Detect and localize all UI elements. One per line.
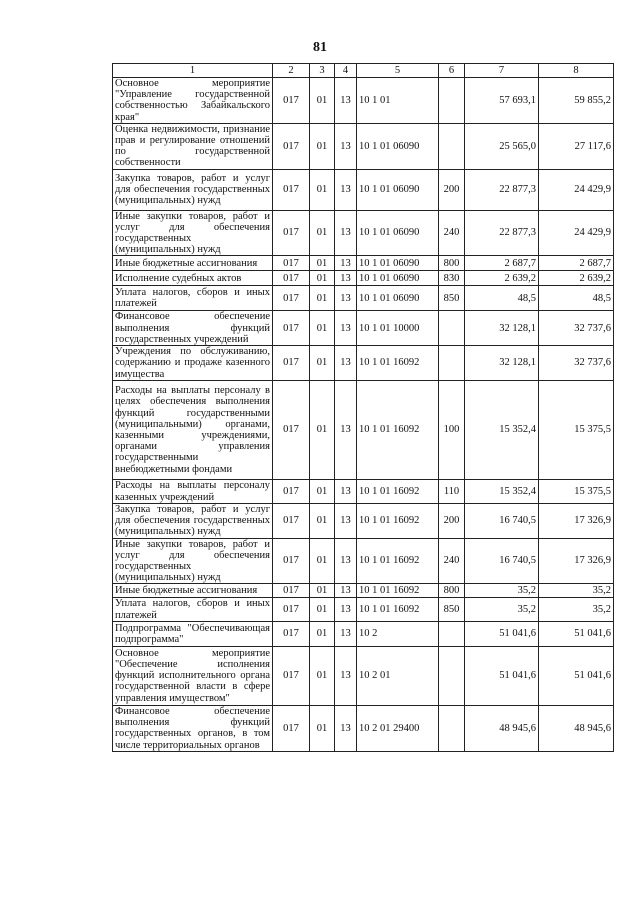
cell-rz: 01 bbox=[310, 598, 335, 621]
column-header: 7 bbox=[465, 64, 539, 78]
cell-name: Иные бюджетные ассигнования bbox=[113, 256, 273, 271]
cell-y2: 24 429,9 bbox=[539, 169, 614, 210]
cell-pr: 13 bbox=[335, 504, 357, 539]
cell-csr: 10 2 bbox=[357, 621, 439, 646]
table-row bbox=[113, 123, 614, 169]
cell-name: Уплата налогов, сборов и иных платежей bbox=[113, 286, 273, 311]
cell-name: Иные закупки товаров, работ и услуг для обеспечения государственных (муниципальных) нужд bbox=[113, 210, 273, 256]
cell-pr: 13 bbox=[335, 584, 357, 598]
cell-vr: 110 bbox=[439, 480, 465, 504]
cell-rz: 01 bbox=[310, 381, 335, 480]
table-row bbox=[113, 480, 614, 504]
cell-name: Уплата налогов, сборов и иных платежей bbox=[113, 598, 273, 621]
cell-y1: 57 693,1 bbox=[465, 78, 539, 124]
cell-y1: 35,2 bbox=[465, 598, 539, 621]
cell-y1: 15 352,4 bbox=[465, 480, 539, 504]
cell-grbs: 017 bbox=[273, 169, 310, 210]
cell-rz: 01 bbox=[310, 346, 335, 381]
cell-rz: 01 bbox=[310, 256, 335, 271]
cell-rz: 01 bbox=[310, 584, 335, 598]
cell-vr: 800 bbox=[439, 584, 465, 598]
cell-grbs: 017 bbox=[273, 480, 310, 504]
cell-rz: 01 bbox=[310, 210, 335, 256]
cell-grbs: 017 bbox=[273, 621, 310, 646]
cell-pr: 13 bbox=[335, 78, 357, 124]
cell-csr: 10 1 01 16092 bbox=[357, 538, 439, 584]
cell-rz: 01 bbox=[310, 504, 335, 539]
cell-pr: 13 bbox=[335, 346, 357, 381]
cell-grbs: 017 bbox=[273, 504, 310, 539]
cell-grbs: 017 bbox=[273, 584, 310, 598]
cell-grbs: 017 bbox=[273, 538, 310, 584]
cell-grbs: 017 bbox=[273, 256, 310, 271]
column-header: 5 bbox=[357, 64, 439, 78]
table-row bbox=[113, 381, 614, 480]
cell-name: Учреждения по обслуживанию, содержанию и продаже казенного имущества bbox=[113, 346, 273, 381]
cell-vr bbox=[439, 705, 465, 751]
table-row bbox=[113, 78, 614, 124]
cell-vr bbox=[439, 621, 465, 646]
cell-y1: 2 687,7 bbox=[465, 256, 539, 271]
cell-name: Основное мероприятие "Управление государственной собственностью Забайкальского края" bbox=[113, 78, 273, 124]
cell-vr: 850 bbox=[439, 598, 465, 621]
cell-vr bbox=[439, 123, 465, 169]
cell-name: Основное мероприятие "Обеспечение исполнения функций исполнительного органа государственной власти в сфере управления имуществом" bbox=[113, 646, 273, 705]
cell-vr bbox=[439, 311, 465, 346]
column-header: 6 bbox=[439, 64, 465, 78]
cell-csr: 10 1 01 06090 bbox=[357, 286, 439, 311]
cell-name: Закупка товаров, работ и услуг для обеспечения государственных (муниципальных) нужд bbox=[113, 169, 273, 210]
cell-y2: 15 375,5 bbox=[539, 381, 614, 480]
cell-y1: 2 639,2 bbox=[465, 271, 539, 286]
cell-y1: 51 041,6 bbox=[465, 646, 539, 705]
cell-csr: 10 2 01 29400 bbox=[357, 705, 439, 751]
cell-csr: 10 1 01 06090 bbox=[357, 169, 439, 210]
cell-csr: 10 1 01 16092 bbox=[357, 504, 439, 539]
cell-pr: 13 bbox=[335, 381, 357, 480]
cell-y2: 32 737,6 bbox=[539, 311, 614, 346]
cell-vr: 240 bbox=[439, 210, 465, 256]
cell-pr: 13 bbox=[335, 705, 357, 751]
cell-y1: 22 877,3 bbox=[465, 169, 539, 210]
cell-rz: 01 bbox=[310, 169, 335, 210]
cell-csr: 10 1 01 16092 bbox=[357, 598, 439, 621]
cell-csr: 10 1 01 bbox=[357, 78, 439, 124]
cell-y2: 59 855,2 bbox=[539, 78, 614, 124]
cell-y2: 24 429,9 bbox=[539, 210, 614, 256]
column-header: 3 bbox=[310, 64, 335, 78]
cell-vr bbox=[439, 346, 465, 381]
cell-y2: 17 326,9 bbox=[539, 504, 614, 539]
cell-rz: 01 bbox=[310, 621, 335, 646]
cell-csr: 10 1 01 06090 bbox=[357, 256, 439, 271]
cell-y2: 17 326,9 bbox=[539, 538, 614, 584]
cell-rz: 01 bbox=[310, 286, 335, 311]
cell-y1: 16 740,5 bbox=[465, 504, 539, 539]
column-header: 4 bbox=[335, 64, 357, 78]
cell-grbs: 017 bbox=[273, 271, 310, 286]
table-row bbox=[113, 646, 614, 705]
cell-grbs: 017 bbox=[273, 598, 310, 621]
cell-rz: 01 bbox=[310, 78, 335, 124]
cell-rz: 01 bbox=[310, 646, 335, 705]
table-row bbox=[113, 271, 614, 286]
table-row bbox=[113, 538, 614, 584]
table-row bbox=[113, 504, 614, 539]
cell-name: Финансовое обеспечение выполнения функций государственных учреждений bbox=[113, 311, 273, 346]
cell-csr: 10 1 01 16092 bbox=[357, 346, 439, 381]
cell-y2: 2 687,7 bbox=[539, 256, 614, 271]
cell-vr: 200 bbox=[439, 504, 465, 539]
cell-y2: 51 041,6 bbox=[539, 646, 614, 705]
cell-name: Оценка недвижимости, признание прав и регулирование отношений по государственной собственности bbox=[113, 123, 273, 169]
cell-rz: 01 bbox=[310, 480, 335, 504]
cell-y2: 48,5 bbox=[539, 286, 614, 311]
cell-y2: 15 375,5 bbox=[539, 480, 614, 504]
cell-grbs: 017 bbox=[273, 210, 310, 256]
cell-pr: 13 bbox=[335, 271, 357, 286]
cell-vr: 850 bbox=[439, 286, 465, 311]
table-row bbox=[113, 311, 614, 346]
cell-vr: 800 bbox=[439, 256, 465, 271]
cell-vr: 830 bbox=[439, 271, 465, 286]
table-row bbox=[113, 346, 614, 381]
cell-y2: 32 737,6 bbox=[539, 346, 614, 381]
cell-csr: 10 1 01 06090 bbox=[357, 271, 439, 286]
cell-rz: 01 bbox=[310, 123, 335, 169]
cell-y1: 51 041,6 bbox=[465, 621, 539, 646]
table-row bbox=[113, 256, 614, 271]
cell-csr: 10 1 01 16092 bbox=[357, 381, 439, 480]
cell-csr: 10 1 01 16092 bbox=[357, 480, 439, 504]
cell-pr: 13 bbox=[335, 646, 357, 705]
cell-pr: 13 bbox=[335, 598, 357, 621]
cell-name: Иные бюджетные ассигнования bbox=[113, 584, 273, 598]
cell-csr: 10 1 01 10000 bbox=[357, 311, 439, 346]
cell-y1: 22 877,3 bbox=[465, 210, 539, 256]
cell-y2: 2 639,2 bbox=[539, 271, 614, 286]
table-row bbox=[113, 705, 614, 751]
table-row bbox=[113, 210, 614, 256]
column-header: 1 bbox=[113, 64, 273, 78]
column-header: 2 bbox=[273, 64, 310, 78]
table-row bbox=[113, 584, 614, 598]
cell-pr: 13 bbox=[335, 621, 357, 646]
cell-grbs: 017 bbox=[273, 286, 310, 311]
cell-rz: 01 bbox=[310, 271, 335, 286]
cell-y1: 48 945,6 bbox=[465, 705, 539, 751]
cell-y1: 25 565,0 bbox=[465, 123, 539, 169]
cell-y2: 48 945,6 bbox=[539, 705, 614, 751]
cell-y1: 32 128,1 bbox=[465, 346, 539, 381]
cell-vr: 100 bbox=[439, 381, 465, 480]
cell-grbs: 017 bbox=[273, 381, 310, 480]
cell-y2: 27 117,6 bbox=[539, 123, 614, 169]
cell-name: Закупка товаров, работ и услуг для обеспечения государственных (муниципальных) нужд bbox=[113, 504, 273, 539]
table-row bbox=[113, 598, 614, 621]
cell-rz: 01 bbox=[310, 705, 335, 751]
cell-y2: 35,2 bbox=[539, 598, 614, 621]
cell-y1: 16 740,5 bbox=[465, 538, 539, 584]
cell-name: Иные закупки товаров, работ и услуг для обеспечения государственных (муниципальных) нужд bbox=[113, 538, 273, 584]
cell-pr: 13 bbox=[335, 286, 357, 311]
cell-y2: 35,2 bbox=[539, 584, 614, 598]
cell-csr: 10 2 01 bbox=[357, 646, 439, 705]
cell-y1: 35,2 bbox=[465, 584, 539, 598]
cell-name: Подпрограмма "Обеспечивающая подпрограмма" bbox=[113, 621, 273, 646]
cell-pr: 13 bbox=[335, 169, 357, 210]
cell-name: Расходы на выплаты персоналу казенных учреждений bbox=[113, 480, 273, 504]
cell-csr: 10 1 01 16092 bbox=[357, 584, 439, 598]
column-header: 8 bbox=[539, 64, 614, 78]
cell-csr: 10 1 01 06090 bbox=[357, 210, 439, 256]
cell-grbs: 017 bbox=[273, 78, 310, 124]
cell-vr: 200 bbox=[439, 169, 465, 210]
budget-table bbox=[112, 63, 614, 752]
cell-vr bbox=[439, 78, 465, 124]
cell-pr: 13 bbox=[335, 311, 357, 346]
cell-pr: 13 bbox=[335, 256, 357, 271]
cell-pr: 13 bbox=[335, 123, 357, 169]
cell-csr: 10 1 01 06090 bbox=[357, 123, 439, 169]
cell-rz: 01 bbox=[310, 538, 335, 584]
cell-grbs: 017 bbox=[273, 346, 310, 381]
cell-vr: 240 bbox=[439, 538, 465, 584]
cell-name: Расходы на выплаты персоналу в целях обеспечения выполнения функций государственными (муниципальными) органами, казенными учреждениями, органами управления государственными внебюджетными фондами bbox=[113, 381, 273, 480]
cell-y1: 15 352,4 bbox=[465, 381, 539, 480]
cell-grbs: 017 bbox=[273, 311, 310, 346]
cell-y1: 32 128,1 bbox=[465, 311, 539, 346]
header-row bbox=[113, 64, 614, 78]
cell-vr bbox=[439, 646, 465, 705]
cell-name: Исполнение судебных актов bbox=[113, 271, 273, 286]
cell-grbs: 017 bbox=[273, 646, 310, 705]
cell-pr: 13 bbox=[335, 210, 357, 256]
cell-y2: 51 041,6 bbox=[539, 621, 614, 646]
cell-pr: 13 bbox=[335, 480, 357, 504]
cell-y1: 48,5 bbox=[465, 286, 539, 311]
table-row bbox=[113, 286, 614, 311]
page-number: 81 bbox=[313, 40, 327, 55]
cell-rz: 01 bbox=[310, 311, 335, 346]
cell-grbs: 017 bbox=[273, 705, 310, 751]
cell-name: Финансовое обеспечение выполнения функций государственных органов, в том числе территориальных органов bbox=[113, 705, 273, 751]
cell-grbs: 017 bbox=[273, 123, 310, 169]
table-row bbox=[113, 621, 614, 646]
cell-pr: 13 bbox=[335, 538, 357, 584]
table-row bbox=[113, 169, 614, 210]
